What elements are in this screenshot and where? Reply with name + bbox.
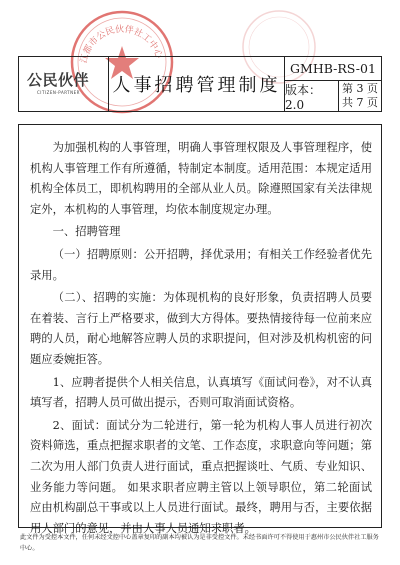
section-heading: 一、招聘管理 [52, 225, 121, 239]
title-cell [109, 57, 285, 111]
meta-cell [285, 57, 381, 111]
page-total: 共 7 页 [342, 96, 378, 109]
step-1-paragraph: 1、应聘者提供个人相关信息，认真填写《面试问卷》，对不认真填写者，招聘人员可做出提示，否则可取消面试资格。 [30, 375, 372, 410]
page-info [339, 81, 381, 111]
svg-text:江都市公民伙伴社工中心: 江都市公民伙伴社工中心 [79, 24, 164, 65]
implementation-paragraph: （二）、招聘的实施：为体现机构的良好形象，负责招聘人员要在着装、言行上严格要求，做到大方得体。要热情接待每一位前来应聘的人员，耐心地解答应聘人员的求职提问，但对涉及机构机密的问题应委婉拒答。 [30, 291, 372, 366]
document-version: 版本：2.0 [285, 81, 339, 111]
body-content [30, 138, 372, 539]
principle-paragraph: （一）招聘原则：公开招聘，择优录用；有相关工作经验者优先录用。 [30, 247, 372, 282]
step-2-paragraph: 2、面试：面试分为二轮进行，第一轮为机构人事人员进行初次资料筛选，重点把握求职者的文笔、工作态度，求职意向等问题；第二次为用人部门负责人进行面试，重点把握谈吐、气质、专业知识、业务能力等问题。 如果求职者应聘主管以上领导职位，第二轮面试应由机构副总干事或以上人员进行面试。最终，聘用与否，主要依据用人部门的意见，并由人事人员通知求职者。 [30, 418, 372, 535]
logo: 公民伙伴 [27, 71, 90, 89]
document-title: 人事招聘管理制度 [112, 75, 281, 96]
logo-cell [19, 57, 109, 111]
document-header [18, 56, 382, 112]
page-current: 第 3 页 [342, 82, 378, 95]
intro-paragraph: 为加强机构的人事管理，明确人事管理权限及人事管理程序，使机构人事管理工作有所遵循，特制定本制度。适用范围：本规定适用机构全体员工，即机构聘用的全部从业人员。除遵照国家有关法律规定外，本机构的人事管理，均依本制度规定办理。 [30, 141, 372, 216]
document-code: GMHB-RS-01 [285, 57, 381, 81]
logo-subtitle: CITIZEN-PARTNER [37, 90, 80, 95]
controlled-copy-notice: 此文件为受控本文件，任何未经文控中心盖章复印的副本均被认为是非受控文件。未经书面许可不得使用于惠州市公民伙伴社工服务中心。 [20, 534, 379, 552]
